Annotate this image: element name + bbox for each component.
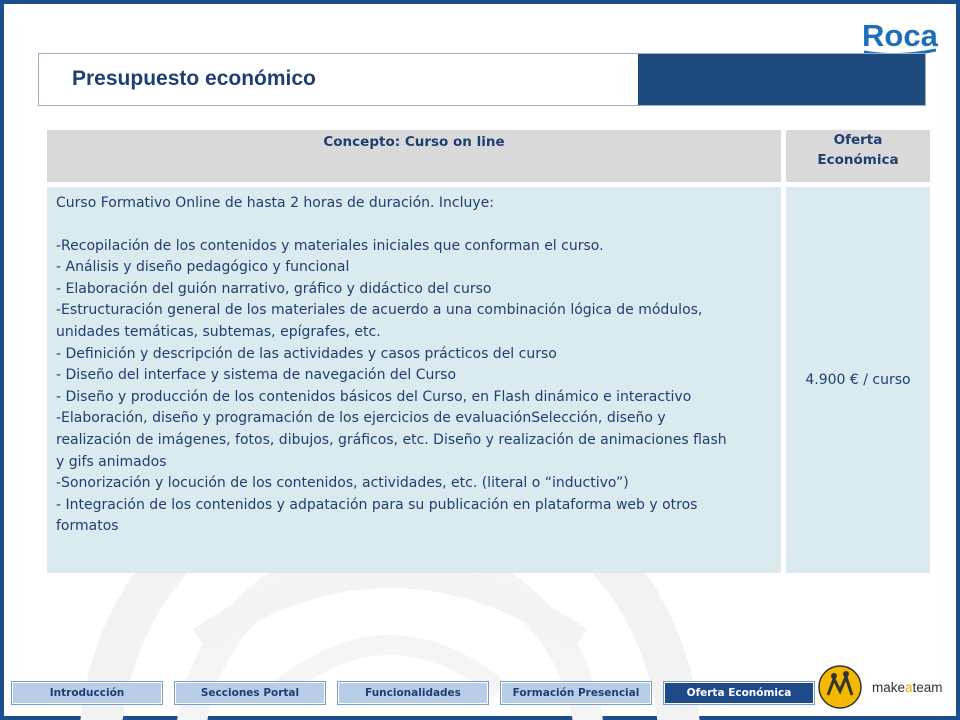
- nav-tab-formacion-presencial[interactable]: [501, 682, 651, 704]
- price-value: 4.900 € / curso: [805, 372, 911, 388]
- nav-tab-introduccion[interactable]: [12, 682, 162, 704]
- title-bar-accent: [638, 54, 925, 105]
- nav-tab-label: Funcionalidades: [365, 687, 461, 699]
- svg-text:Roca: Roca: [862, 18, 938, 53]
- table-header-concept: Concepto: Curso on line: [47, 130, 781, 182]
- description-line: y gifs animados: [56, 453, 167, 470]
- description-line: -Estructuración general de los materiales de acuerdo a una combinación lógica de módulos,: [56, 302, 703, 319]
- nav-tab-label: Formación Presencial: [512, 687, 640, 699]
- nav-tab-funcionalidades[interactable]: [338, 682, 488, 704]
- description-line: formatos: [56, 518, 119, 535]
- description-line: -Recopilación de los contenidos y materiales iniciales que conforman el curso.: [56, 237, 604, 254]
- wordmark-part: team: [912, 680, 943, 695]
- description-line: realización de imágenes, fotos, dibujos, gráficos, etc. Diseño y realización de animaciones flash: [56, 431, 727, 448]
- description-line: - Elaboración del guión narrativo, gráfico y didáctico del curso: [56, 280, 492, 297]
- table-cell-description: [47, 187, 781, 573]
- nav-tab-label: Oferta Económica: [686, 687, 792, 699]
- description-intro: Curso Formativo Online de hasta 2 horas de duración. Incluye:: [56, 195, 494, 211]
- page-title: Presupuesto económico: [72, 67, 316, 90]
- description-line: -Elaboración, diseño y programación de los ejercicios de evaluaciónSelección, diseño y: [56, 410, 666, 427]
- nav-tab-label: Introducción: [49, 687, 125, 699]
- spacer: [56, 215, 773, 236]
- nav-tab-label: Secciones Portal: [200, 687, 300, 699]
- wordmark-part-highlight: a: [905, 680, 913, 695]
- table-header-offer: [786, 130, 930, 182]
- description-line: - Análisis y diseño pedagógico y funcional: [56, 259, 350, 276]
- description-line: -Sonorización y locución de los contenidos, actividades, etc. (literal o “inductivo”): [56, 475, 629, 492]
- description-list: [56, 236, 773, 538]
- nav-tab-secciones-portal[interactable]: [175, 682, 325, 704]
- description-line: unidades temáticas, subtemas, epígrafes, etc.: [56, 323, 381, 340]
- makeateam-logo-icon: [818, 665, 862, 709]
- description-line: - Integración de los contenidos y adpatación para su publicación en plataforma web y otros: [56, 496, 698, 513]
- title-bar: [38, 53, 926, 106]
- wordmark-part: make: [872, 680, 906, 695]
- table-cell-price: [786, 187, 930, 573]
- nav-tab-oferta-economica[interactable]: [664, 682, 814, 704]
- description-line: - Diseño y producción de los contenidos básicos del Curso, en Flash dinámico e interactivo: [56, 388, 692, 405]
- description-line: - Diseño del interface y sistema de navegación del Curso: [56, 367, 457, 384]
- makeateam-wordmark: [872, 680, 943, 695]
- description-line: - Definición y descripción de las actividades y casos prácticos del curso: [56, 345, 557, 362]
- table-header-offer-label: Oferta Económica: [817, 132, 899, 168]
